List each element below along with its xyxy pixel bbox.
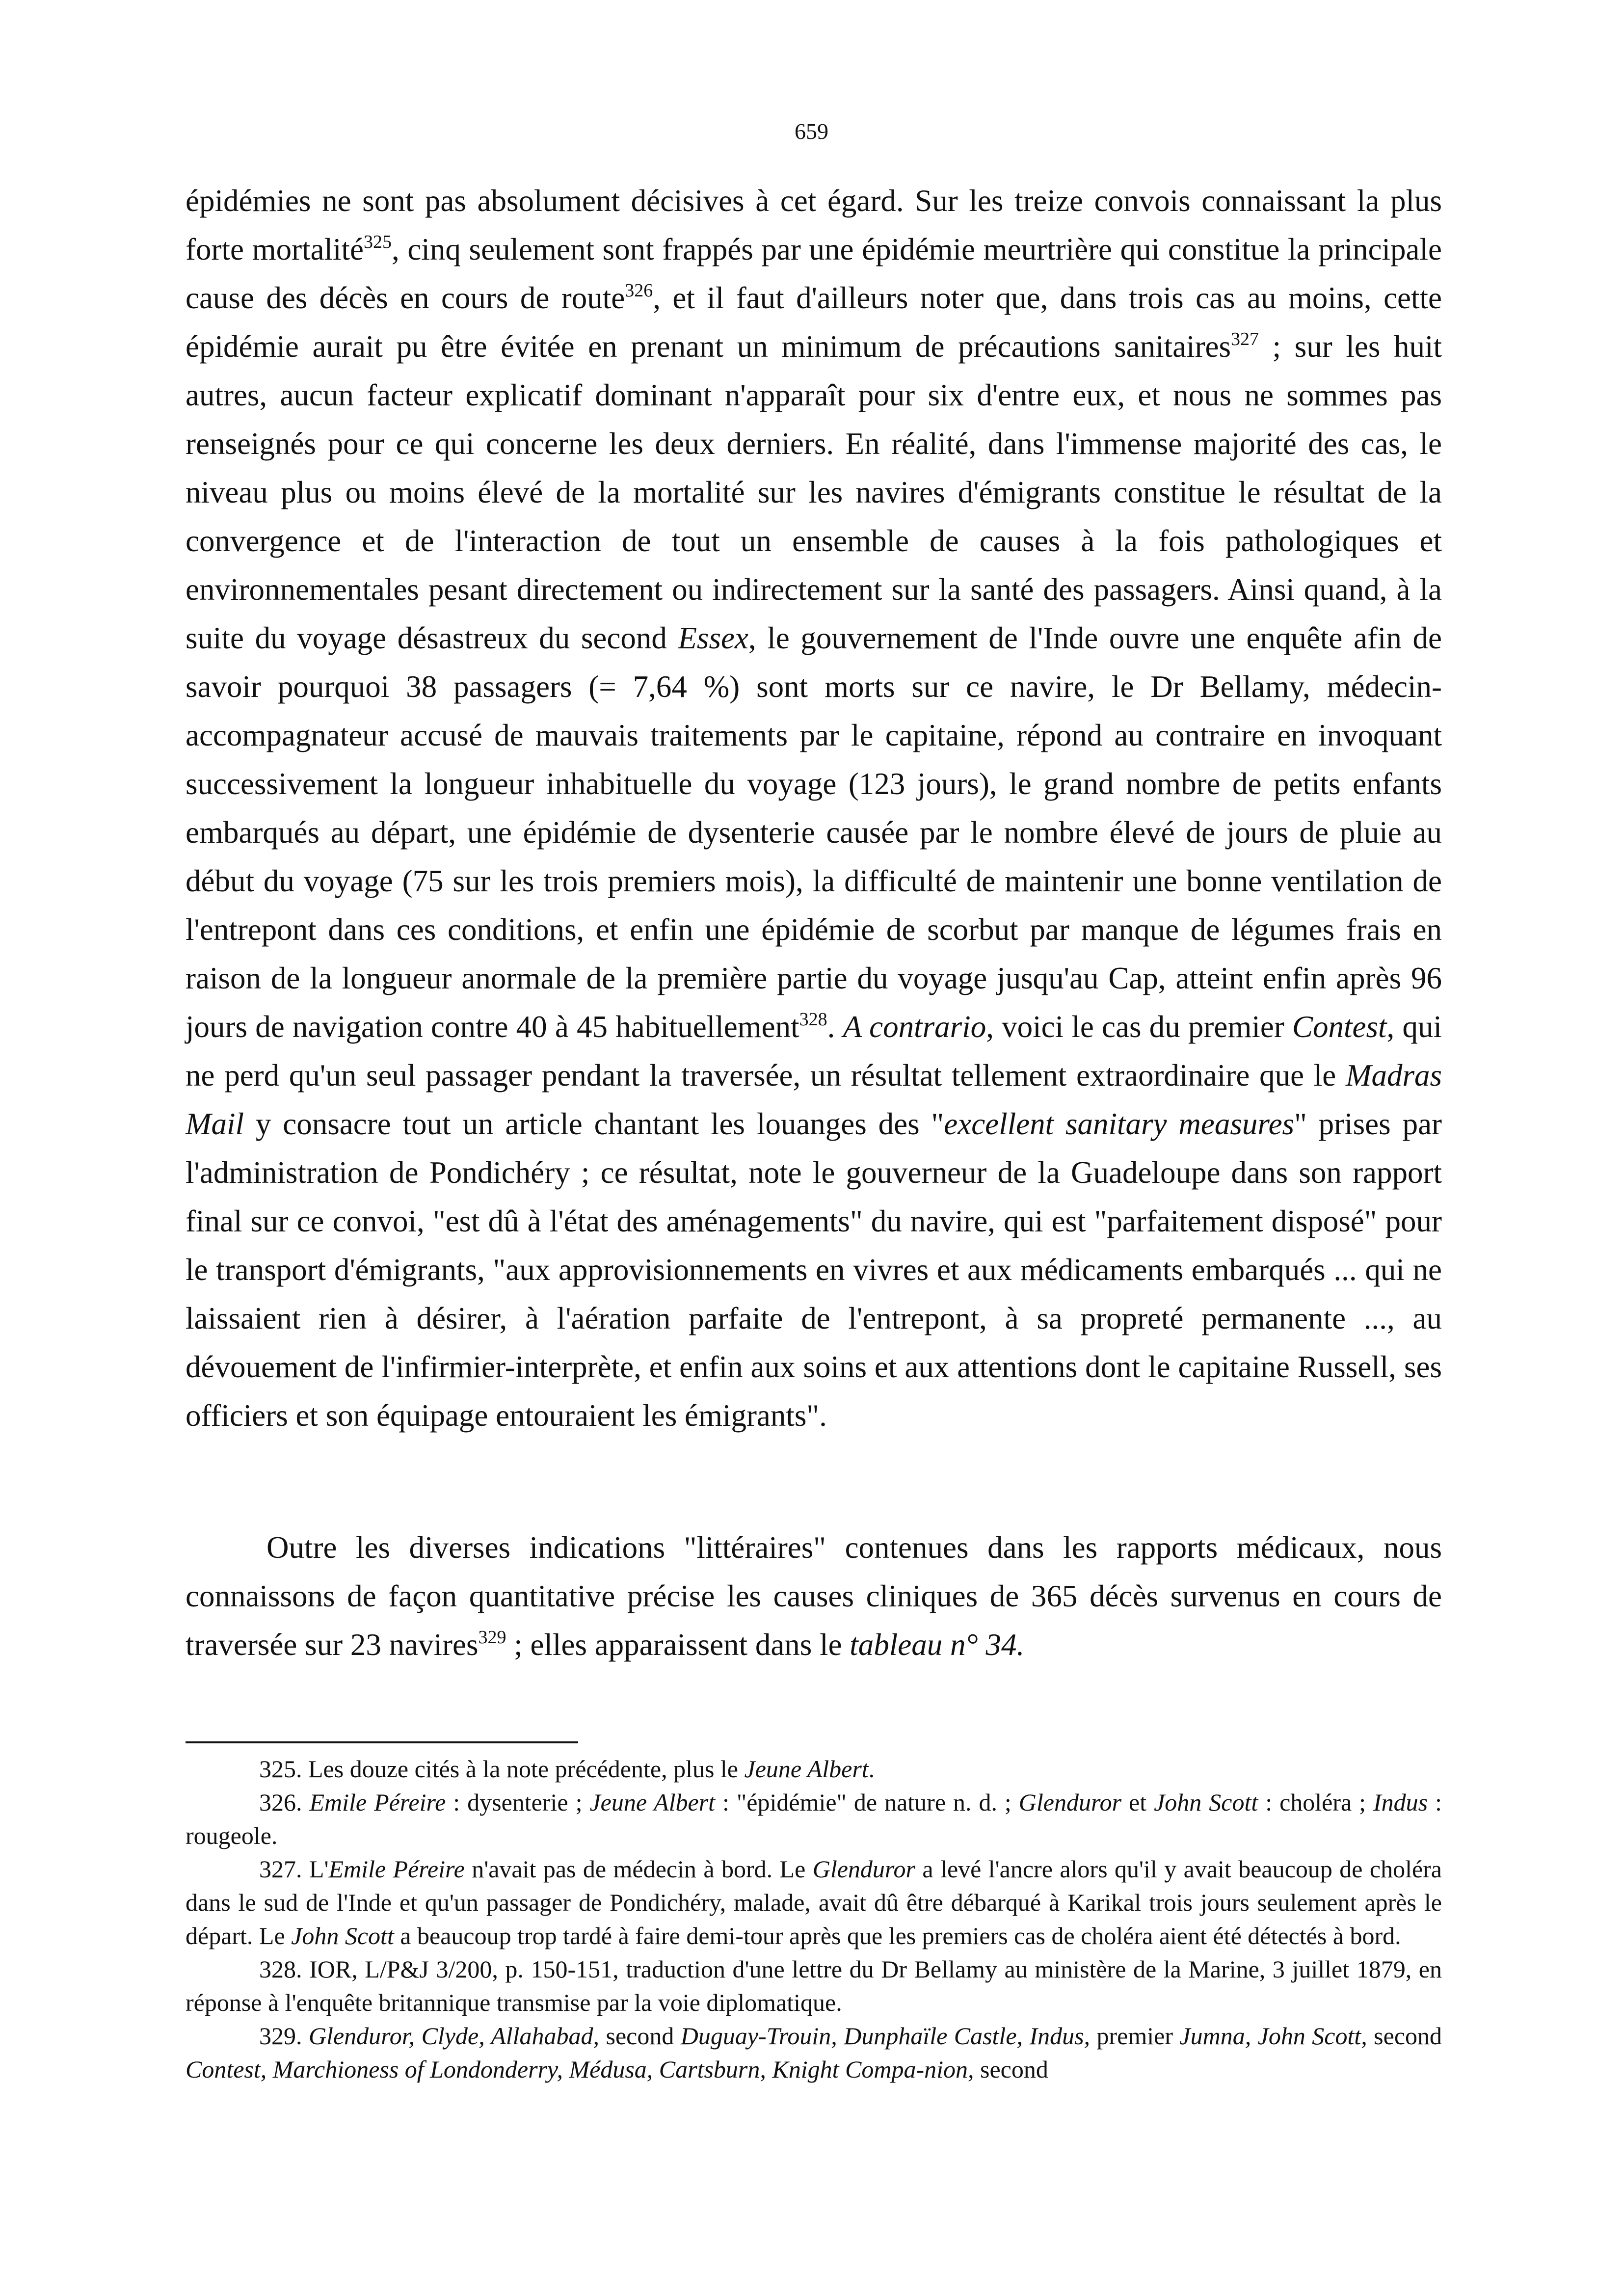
ship-name: John Scott <box>291 1922 394 1949</box>
footnote-327 <box>186 1852 1442 1952</box>
text-run: : dysenterie ; <box>446 1789 590 1816</box>
text-run: Outre les diverses indications "littéraires" contenues dans les rapports médicaux, nous connaissons de façon quantitative précise les causes cliniques de 365 décès survenus en cours de traversée sur 23 navires <box>186 1530 1442 1662</box>
text-run: 329. <box>259 2022 309 2050</box>
text-run: . <box>868 1755 875 1783</box>
body-paragraph-2 <box>186 1523 1442 1669</box>
text-run: a levé l'ancre alors qu'il y avait beaucoup de choléra dans le sud de l'Inde et qu'un passager de Pondichéry, malade, avait dû être débarqué à Karikal trois jours seulement après le départ. Le <box>186 1855 1442 1949</box>
footnote-326 <box>186 1786 1442 1852</box>
footnote-ref-326[interactable]: 326 <box>625 280 653 301</box>
ship-names: Jumna, John Scott, <box>1179 2022 1367 2050</box>
ship-name-contest: Contest <box>1292 1010 1387 1044</box>
text-run: : rougeole. <box>186 1789 1442 1849</box>
ship-name: Jeune Albert <box>589 1789 716 1816</box>
ship-name: John Scott <box>1154 1789 1258 1816</box>
text-run: 328. IOR, L/P&J 3/200, p. 150-151, traduction d'une lettre du Dr Bellamy au ministère de la Marine, 3 juillet 1879, en réponse à l'enquête britannique transmise par la voie diplomatique. <box>186 1955 1442 2016</box>
text-run: y consacre tout un article chantant les louanges des " <box>244 1107 944 1141</box>
text-run: , qui ne perd qu'un seul passager pendant la traversée, un résultat tellement extraordinaire que le <box>186 1010 1442 1093</box>
ship-name: Glenduror <box>812 1855 915 1883</box>
body-paragraph-1 <box>186 177 1442 1440</box>
text-run: a beaucoup trop tardé à faire demi-tour après que les premiers cas de choléra aient été détectés à bord. <box>394 1922 1401 1949</box>
text-run: épidémies ne sont pas absolument décisives à cet égard. Sur les treize convois connaissant la plus forte mortalité <box>186 184 1442 267</box>
main-text <box>186 177 1442 1669</box>
ship-name-essex: Essex <box>678 621 748 655</box>
ship-names: Duguay-Trouin, Dunphaïle Castle, Indus, <box>680 2022 1091 2050</box>
table-reference[interactable]: tableau n° 34. <box>850 1628 1025 1662</box>
ship-name: Indus <box>1373 1789 1428 1816</box>
text-run: ; elles apparaissent dans le <box>506 1628 850 1662</box>
text-run: : "épidémie" de nature n. d. ; <box>715 1789 1019 1816</box>
footnote-329 <box>186 2019 1442 2086</box>
footnote-separator <box>186 1741 578 1743</box>
footnote-325 <box>186 1752 1442 1786</box>
text-run: ; sur les huit autres, aucun facteur explicatif dominant n'apparaît pour six d'entre eux, et nous ne sommes pas renseignés pour ce qui concerne les deux derniers. En réalité, dans l'immense majorité des cas, le niveau plus ou moins élevé de la mortalité sur les navires d'émigrants constitue le résultat de la convergence et de l'interaction de tout un ensemble de causes à la fois pathologiques et environnementales pesant directement ou indirectement sur la santé des passagers. Ainsi quand, à la suite du voyage désastreux du second <box>186 329 1442 655</box>
text-run: " prises par l'administration de Pondichéry ; ce résultat, note le gouverneur de la Guadeloupe dans son rapport final sur ce convoi, "est dû à l'état des aménagements" du navire, qui est "parfaitement disposé" pour le transport d'émigrants, "aux approvisionnements en vivres et aux médicaments embarqués ... qui ne laissaient rien à désirer, à l'aération parfaite de l'entrepont, à sa propreté permanente ..., au dévouement de l'infirmier-interprète, et enfin aux soins et aux attentions dont le capitaine Russell, ses officiers et son équipage entouraient les émigrants". <box>186 1107 1442 1433</box>
text-run: , et il faut d'ailleurs noter que, dans trois cas au moins, cette épidémie aurait pu être évitée en prenant un minimum de précautions sanitaires <box>186 281 1442 364</box>
text-run: 327. L' <box>259 1855 329 1883</box>
latin-phrase: A contrario <box>843 1010 986 1044</box>
quoted-phrase: excellent sanitary measures <box>944 1107 1295 1141</box>
ship-name: Jeune Albert <box>744 1755 869 1783</box>
text-run: . <box>827 1010 843 1044</box>
ship-name: Emile Péreire <box>328 1855 465 1883</box>
footnote-ref-327[interactable]: 327 <box>1231 329 1259 349</box>
text-run: second <box>599 2022 681 2050</box>
text-run: premier <box>1090 2022 1180 2050</box>
text-run: 326. <box>259 1789 310 1816</box>
text-run: 325. Les douze cités à la note précédente, plus le <box>259 1755 745 1783</box>
ship-name: Glenduror <box>1018 1789 1122 1816</box>
footnote-ref-325[interactable]: 325 <box>364 232 392 252</box>
footnote-ref-328[interactable]: 328 <box>799 1009 827 1030</box>
footnotes <box>186 1752 1442 2086</box>
ship-names: Glenduror, Clyde, Allahabad, <box>308 2022 600 2050</box>
text-run: , le gouvernement de l'Inde ouvre une enquête afin de savoir pourquoi 38 passagers (= 7,64 %) sont morts sur ce navire, le Dr Bellamy, médecin-accompagnateur accusé de mauvais traitements par le capitaine, répond au contraire en invoquant successivement la longueur inhabituelle du voyage (123 jours), le grand nombre de petits enfants embarqués au départ, une épidémie de dysenterie causée par le nombre élevé de jours de pluie au début du voyage (75 sur les trois premiers mois), la difficulté de maintenir une bonne ventilation de l'entrepont dans ces conditions, et enfin une épidémie de scorbut par manque de légumes frais en raison de la longueur anormale de la première partie du voyage jusqu'au Cap, atteint enfin après 96 jours de navigation contre 40 à 45 habituellement <box>186 621 1442 1044</box>
text-run: , cinq seulement sont frappés par une épidémie meurtrière qui constitue la principale cause des décès en cours de route <box>186 232 1442 315</box>
text-run: : choléra ; <box>1258 1789 1374 1816</box>
text-run: et <box>1121 1789 1154 1816</box>
newspaper-name: Madras Mail <box>186 1058 1442 1141</box>
footnote-328 <box>186 1952 1442 2019</box>
footnote-ref-329[interactable]: 329 <box>478 1627 506 1648</box>
page-number: 659 <box>795 119 828 144</box>
text-run: second <box>1367 2022 1442 2050</box>
ship-names: Contest, Marchioness of Londonderry, Médusa, Cartsburn, Knight Compa-nion, <box>186 2056 974 2083</box>
text-run: , voici le cas du premier <box>986 1010 1293 1044</box>
text-run: second <box>974 2056 1048 2083</box>
text-run: n'avait pas de médecin à bord. Le <box>464 1855 813 1883</box>
ship-name: Emile Péreire <box>309 1789 446 1816</box>
